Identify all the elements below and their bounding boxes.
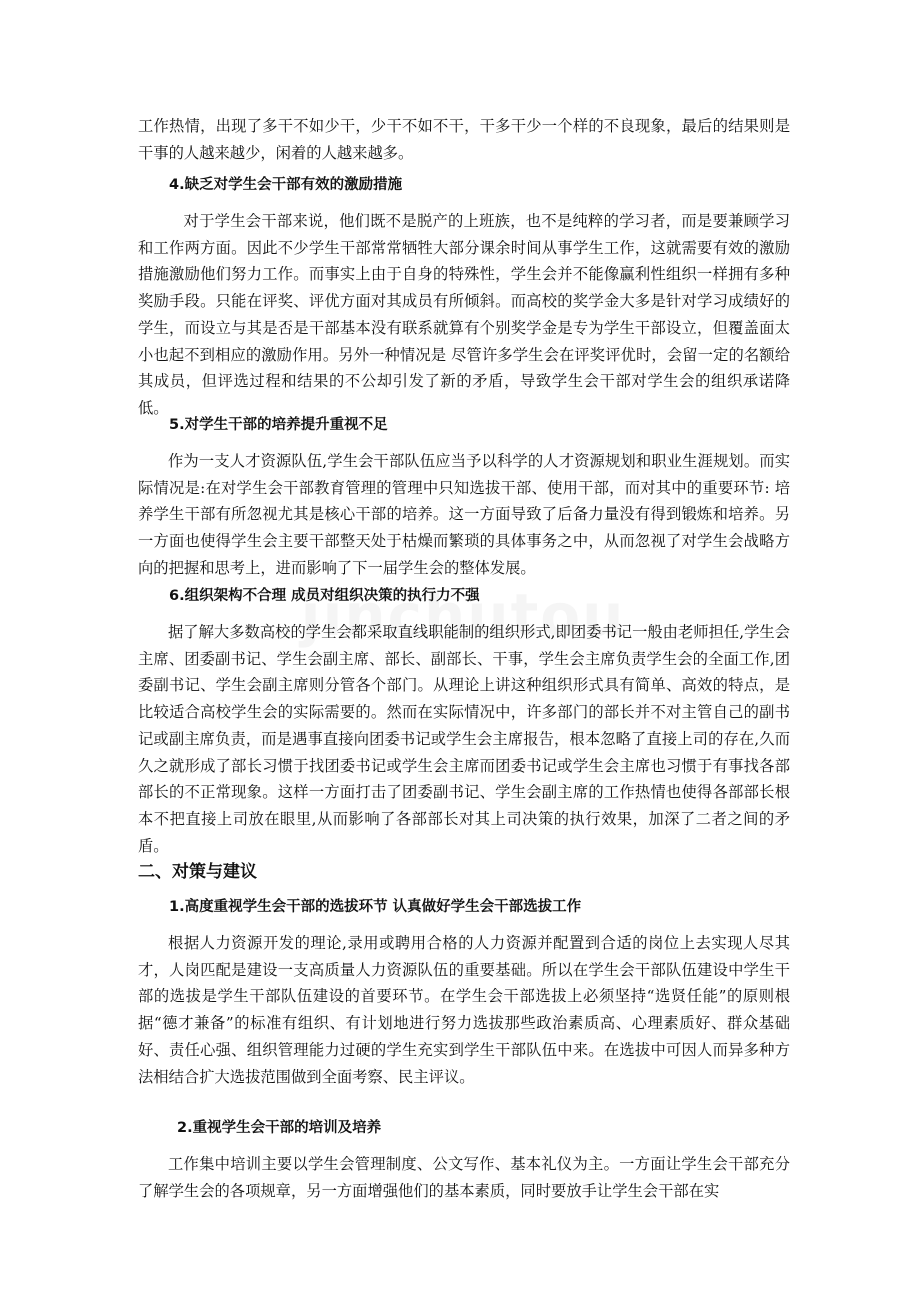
paragraph-5: 作为一支人才资源队伍,学生会干部队伍应当予以科学的人才资源规划和职业生涯规划。而实际情况是:在对学生会干部教育管理的管理中只知选拔干部、使用干部，而对其中的重要环节: 培养学生干部有所忽视尤其是核心干部的培养。这一方面导致了后备力量没有得到锻炼和培养。另一方面也使得学生会主要干部整天处于枯燥而繁琐的具体事务之中，从而忽视了对学生会战略方向的把握和思考上，进而影响了下一届学生会的整体发展。 <box>138 452 790 577</box>
paragraph-4: 对于学生会干部来说，他们既不是脱产的上班族，也不是纯粹的学习者，而是要兼顾学习和工作两方面。因此不少学生干部常常牺牲大部分课余时间从事学生工作，这就需要有效的激励措施激励他们努力工作。而事实上由于自身的特殊性，学生会并不能像赢利性组织一样拥有多种奖励手段。只能在评奖、评优方面对其成员有所倾斜。而高校的奖学金大多是针对学习成绩好的学生，而设立与其是否是干部基本没有联系就算有个别奖学金是专为学生干部设立，但覆盖面太小也起不到相应的激励作用。另外一种情况是 尽管许多学生会在评奖评优时，会留一定的名额给其成员，但评选过程和结果的不公却引发了新的矛盾，导致学生会干部对学生会的组织承诺降低。 <box>138 212 790 417</box>
section-heading-2: 二、对策与建议 <box>138 862 257 882</box>
heading-s1: 1.高度重视学生会干部的选拔环节 认真做好学生会干部选拔工作 <box>169 899 582 915</box>
paragraph-6: 据了解大多数高校的学生会都采取直线职能制的组织形式,即团委书记一般由老师担任,学生会主席、团委副书记、学生会副主席、部长、副部长、干事，学生会主席负责学生会的全面工作,团委副书记、学生会副主席则分管各个部门。从理论上讲这种组织形式具有简单、高效的特点，是比较适合高校学生会的实际需要的。然而在实际情况中，许多部门的部长并不对主管自己的副书记或副主席负责，而是遇事直接向团委书记或学生会主席报告，根本忽略了直接上司的存在,久而久之就形成了部长习惯于找团委书记或学生会主席而团委书记或学生会主席也习惯于有事找各部部长的不正常现象。这样一方面打击了团委副书记、学生会副主席的工作热情也使得各部部长根本不把直接上司放在眼里,从而影响了各部部长对其上司决策的执行效果，加深了二者之间的矛盾。 <box>138 623 790 855</box>
heading-5: 5.对学生干部的培养提升重视不足 <box>169 417 388 433</box>
heading-6: 6.组织架构不合理 成员对组织决策的执行力不强 <box>169 588 480 604</box>
continuation-paragraph: 工作热情，出现了多干不如少干，少干不如不干，干多干少一个样的不良现象，最后的结果则是干事的人越来越少，闲着的人越来越多。 <box>138 117 790 162</box>
heading-4: 4.缺乏对学生会干部有效的激励措施 <box>169 177 403 193</box>
paragraph-s1: 根据人力资源开发的理论,录用或聘用合格的人力资源并配置到合适的岗位上去实现人尽其才，人岗匹配是建设一支高质量人力资源队伍的重要基础。所以在学生会干部队伍建设中学生干部的选拔是学生干部队伍建设的首要环节。在学生会干部选拔上必须坚持“选贤任能”的原则根据“德才兼备”的标准有组织、有计划地进行努力选拔那些政治素质高、心理素质好、群众基础好、责任心强、组织管理能力过硬的学生充实到学生干部队伍中来。在选拔中可因人而异多种方法相结合扩大选拔范围做到全面考察、民主评议。 <box>138 934 790 1086</box>
heading-s2: 2.重视学生会干部的培训及培养 <box>177 1120 382 1136</box>
paragraph-s2: 工作集中培训主要以学生会管理制度、公文写作、基本礼仪为主。一方面让学生会干部充分了解学生会的各项规章，另一方面增强他们的基本素质，同时要放手让学生会干部在实 <box>138 1155 790 1200</box>
